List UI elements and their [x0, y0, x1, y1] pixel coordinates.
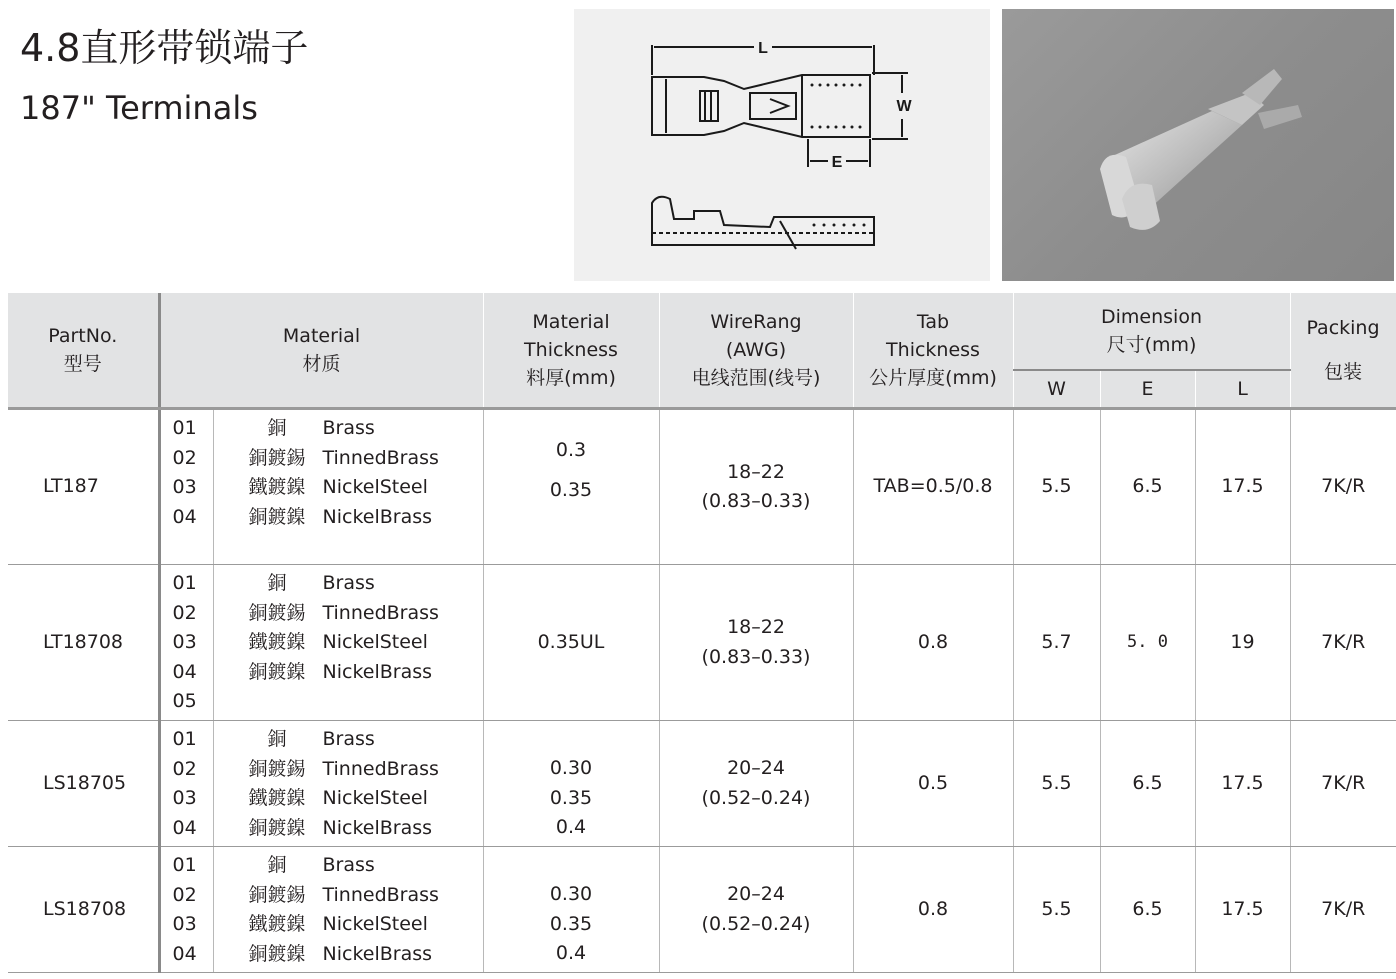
dim-e-cell: 6.5 [1100, 721, 1195, 847]
wire-range-cell: 20–24 (0.52–0.24) [659, 721, 853, 847]
dim-e-cell: 6.5 [1100, 847, 1195, 973]
header-dim-l: L [1195, 370, 1290, 409]
tab-thickness-cell: TAB=0.5/0.8 [853, 409, 1013, 565]
tab-thickness-cell: 0.5 [853, 721, 1013, 847]
code-cell: 01 02 03 04 [159, 721, 213, 847]
dim-label-l: L [758, 40, 768, 57]
dim-e-cell: 5. 0 [1100, 565, 1195, 721]
table-row [8, 847, 1396, 973]
tab-thickness-cell: 0.8 [853, 847, 1013, 973]
spec-table [8, 293, 1396, 973]
thickness-cell: 0.30 0.35 0.4 [483, 847, 659, 973]
code-cell: 01 02 03 04 [159, 847, 213, 973]
header-partno: PartNo. 型号 [8, 293, 159, 409]
dim-l-cell: 17.5 [1195, 409, 1290, 565]
thickness-cell: 0.35UL [483, 565, 659, 721]
dim-e-cell: 6.5 [1100, 409, 1195, 565]
dim-w-cell: 5.7 [1013, 565, 1100, 721]
header-dim-e: E [1100, 370, 1195, 409]
dim-w-cell: 5.5 [1013, 409, 1100, 565]
dim-l-cell: 17.5 [1195, 721, 1290, 847]
table-row [8, 409, 1396, 565]
partno-cell: LT187 [8, 409, 159, 565]
dim-label-w: W [896, 98, 912, 115]
code-cell: 01 02 03 04 05 [159, 565, 213, 721]
wire-range-cell: 18–22 (0.83–0.33) [659, 565, 853, 721]
header-thickness: Material Thickness 料厚(mm) [483, 293, 659, 409]
dim-l-cell: 17.5 [1195, 847, 1290, 973]
wire-range-cell: 18–22 (0.83–0.33) [659, 409, 853, 565]
material-cell: 銅 Brass 銅鍍錫 TinnedBrass 鐵鍍鎳 NickelSteel 銅鍍鎳 NickelBrass [213, 721, 483, 847]
header-tab-thickness: Tab Thickness 公片厚度(mm) [853, 293, 1013, 409]
thickness-cell: 0.30 0.35 0.4 [483, 721, 659, 847]
terminal-photo [1002, 9, 1394, 281]
header-material: Material 材质 [159, 293, 483, 409]
table-row [8, 721, 1396, 847]
dim-w-cell: 5.5 [1013, 721, 1100, 847]
dim-label-e: E [831, 154, 843, 171]
material-cell: 銅 Brass 銅鍍錫 TinnedBrass 鐵鍍鎳 NickelSteel 銅鍍鎳 NickelBrass [213, 565, 483, 721]
header-wire-range: WireRang (AWG) 电线范围(线号) [659, 293, 853, 409]
terminal-photo-svg [1002, 9, 1394, 281]
header-dim-w: W [1013, 370, 1100, 409]
packing-cell: 7K/R [1290, 409, 1396, 565]
dim-w-cell: 5.5 [1013, 847, 1100, 973]
spec-table-wrapper [8, 293, 1396, 973]
partno-cell: LT18708 [8, 565, 159, 721]
page-title-en: 187" Terminals [20, 89, 258, 127]
partno-cell: LS18705 [8, 721, 159, 847]
packing-cell: 7K/R [1290, 847, 1396, 973]
packing-cell: 7K/R [1290, 565, 1396, 721]
packing-cell: 7K/R [1290, 721, 1396, 847]
code-cell: 01 02 03 04 [159, 409, 213, 565]
dim-l-cell: 19 [1195, 565, 1290, 721]
wire-range-cell: 20–24 (0.52–0.24) [659, 847, 853, 973]
header-dimension: Dimension 尺寸(mm) [1013, 293, 1290, 370]
thickness-cell: 0.3 0.35 [483, 409, 659, 565]
technical-drawing [574, 9, 990, 281]
table-row [8, 565, 1396, 721]
tab-thickness-cell: 0.8 [853, 565, 1013, 721]
material-cell: 銅 Brass 銅鍍錫 TinnedBrass 鐵鍍鎳 NickelSteel 銅鍍鎳 NickelBrass [213, 847, 483, 973]
partno-cell: LS18708 [8, 847, 159, 973]
terminal-drawing-svg [574, 9, 990, 281]
page-title-zh: 4.8直形带锁端子 [20, 26, 309, 70]
material-cell: 銅 Brass 銅鍍錫 TinnedBrass 鐵鍍鎳 NickelSteel 銅鍍鎳 NickelBrass [213, 409, 483, 565]
header-packing: Packing 包装 [1290, 293, 1396, 409]
